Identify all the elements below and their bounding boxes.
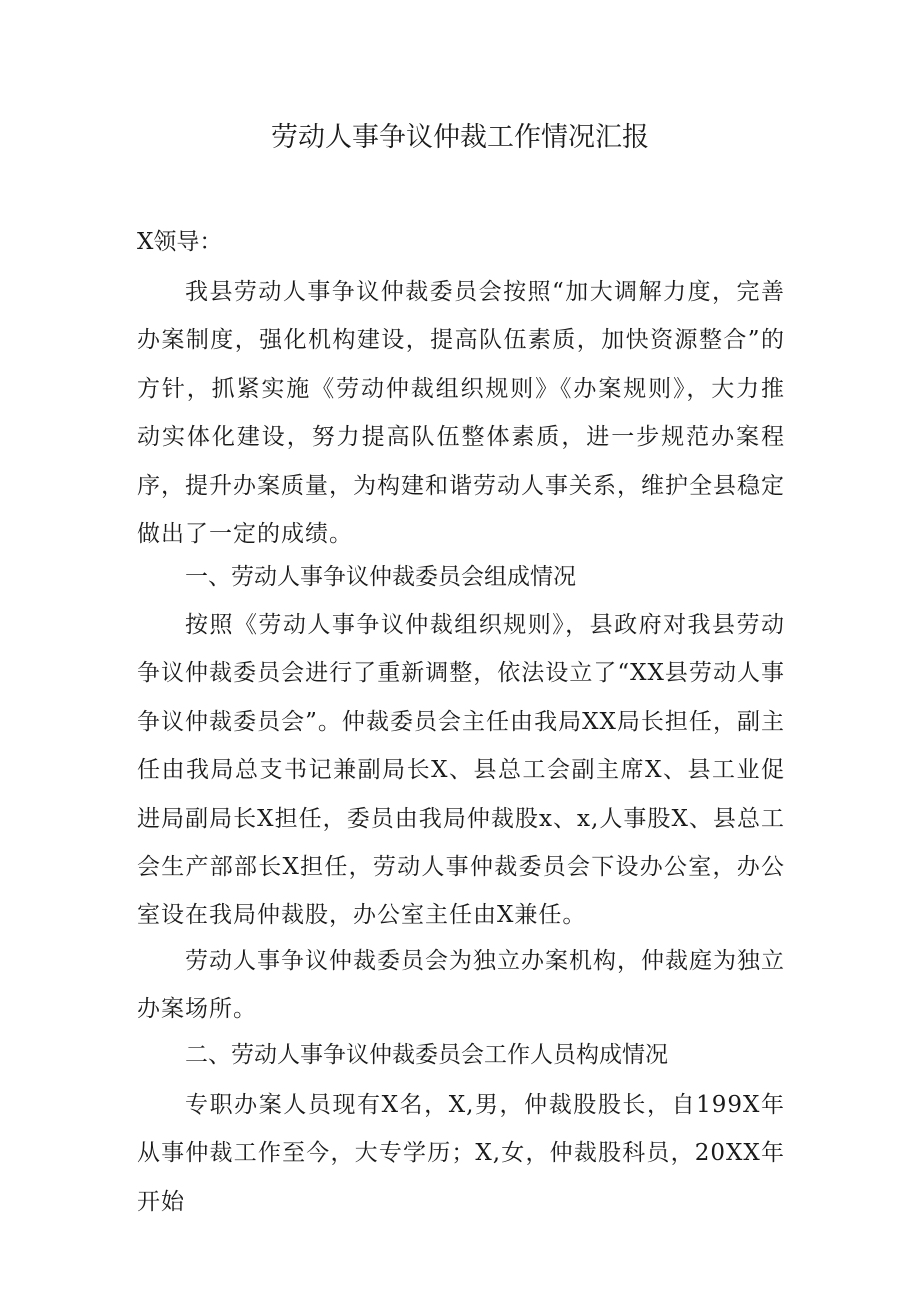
section-1-paragraph-2: 劳动人事争议仲裁委员会为独立办案机构，仲裁庭为独立办案场所。 [137, 948, 785, 1023]
section-1-paragraph-1: 按照《劳动人事争议仲裁组织规则》，县政府对我县劳动争议仲裁委员会进行了重新调整，依法设立了“XX县劳动人事争议仲裁委员会”。仲裁委员会主任由我局XX局长担任，副主任由我局总支书记兼副局长X、县总工会副主席X、县工业促进局副局长X担任，委员由我局仲裁股x、x,人事股X、县总工会生产部部长X担任，劳动人事仲裁委员会下设办公室，办公室设在我局仲裁股，办公室主任由X兼任。 [137, 612, 785, 929]
section-1-heading: 一、劳动人事争议仲裁委员会组成情况 [185, 564, 576, 590]
salutation: X领导： [137, 229, 223, 255]
document-title: 劳动人事争议仲裁工作情况汇报 [271, 122, 649, 153]
section-2-heading: 二、劳动人事争议仲裁委员会工作人员构成情况 [185, 1042, 668, 1068]
section-2-paragraph-1: 专职办案人员现有X名，X,男，仲裁股股长，自199X年从事仲裁工作至今，大专学历；X,女，仲裁股科员，20XX年开始 [137, 1092, 785, 1215]
intro-paragraph: 我县劳动人事争议仲裁委员会按照“加大调解力度，完善办案制度，强化机构建设，提高队伍素质，加快资源整合”的方针，抓紧实施《劳动仲裁组织规则》《办案规则》，大力推动实体化建设，努力提高队伍整体素质，进一步规范办案程序，提升办案质量，为构建和谐劳动人事关系，维护全县稳定做出了一定的成绩。 [137, 279, 785, 548]
